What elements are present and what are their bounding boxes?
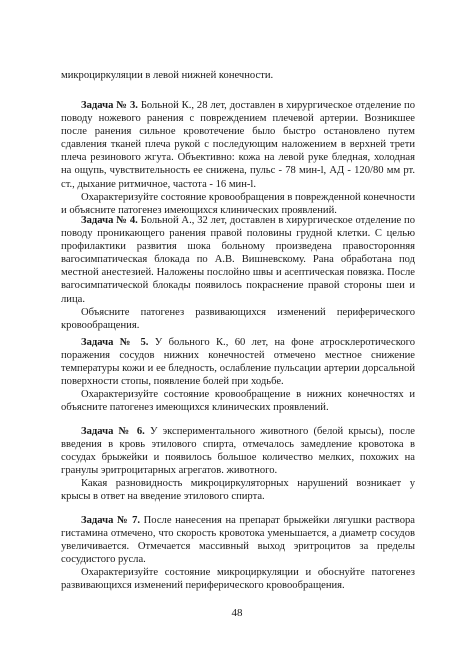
task-question: Объясните патогенез развивающихся изменений периферического кровообращения. bbox=[61, 306, 415, 331]
top-line: микроциркуляции в левой нижней конечности. bbox=[61, 70, 274, 81]
task-question: Охарактеризуйте состояние кровообращения в поврежденной конечности и объясните патогенез имеющихся клинических проявлений. bbox=[61, 191, 415, 216]
task-body: Больной К., 28 лет, доставлен в хирургическое отделение по поводу ножевого ранения с повреждением плечевой артерии. Возникшее после ранения сильное кровотечение было быстро остановлено путем сдавления тканей плеча рукой с последующим наложением в верхней трети плеча резинового жгута. Объективно: кожа на левой руке бледная, холодная на ощупь, чувствительность ее снижена, пульс - 78 мин-l, АД - 120/80 мм рт. ст., дыхание ритмичное, частота - 16 мин-l. bbox=[61, 100, 415, 190]
task-label: Задача № 5. bbox=[81, 337, 149, 348]
task-body: У больного К., 60 лет, на фоне атросклеротического поражения сосудов нижних конечностей отмечено местное снижение температуры кожи и ее бледность, ослабление пульсации артерии дорсальной поверхности стопы, появление болей при ходьбе. bbox=[61, 337, 415, 388]
task-7 bbox=[61, 514, 415, 593]
task-text bbox=[61, 336, 415, 388]
task-question: Охарактеризуйте состояние микроциркуляции и обоснуйте патогенез развивающихся изменений периферического кровообращения. bbox=[61, 567, 415, 592]
task-body: После нанесения на препарат брыжейки лягушки раствора гистамина отмечено, что скорость кровотока уменьшается, а диаметр сосудов увеличивается. Отмечается массивный выход эритроцитов за пределы сосудистого русла. bbox=[61, 515, 416, 566]
task-6 bbox=[61, 425, 415, 504]
task-text bbox=[61, 214, 415, 306]
task-3 bbox=[61, 99, 415, 217]
task-label: Задача № 3. bbox=[81, 100, 138, 111]
task-body: У экспериментального животного (белой крысы), после введения в кровь этилового спирта, отмечалось замедление кровотока в сосудах брыжейки и появилось большое количество мелких, похожих на гранулы эритроцитарных агрегатов. животного. bbox=[61, 426, 415, 477]
task-4 bbox=[61, 214, 415, 332]
task-text bbox=[61, 425, 415, 477]
task-question: Охарактеризуйте состояние кровообращение в нижних конечностях и объясните патогенез имеющихся клинических проявлений. bbox=[61, 389, 415, 414]
task-text bbox=[61, 99, 415, 191]
page-number: 48 bbox=[231, 607, 243, 619]
task-text bbox=[61, 514, 415, 566]
task-5 bbox=[61, 336, 415, 415]
task-label: Задача № 7. bbox=[81, 515, 141, 526]
task-label: Задача № 4. bbox=[81, 215, 138, 226]
page-top-block bbox=[61, 69, 415, 82]
task-body: Больной А., 32 лет, доставлен в хирургическое отделение по поводу проникающего ранения правой половины грудной клетки. С целью профилактики развития шока больному произведена правосторонняя вагосимпатическая блокада по А.В. Вишневскому. Рана обработана под местной анестезией. Наложены послойно швы и асептическая повязка. После вагосимпатической блокады появилось покраснение правой стороны шеи и лица. bbox=[61, 215, 416, 305]
task-question: Какая разновидность микроциркуляторных нарушений возникает у крысы в ответ на введение этилового спирта. bbox=[61, 478, 415, 503]
task-label: Задача № 6. bbox=[81, 426, 145, 437]
